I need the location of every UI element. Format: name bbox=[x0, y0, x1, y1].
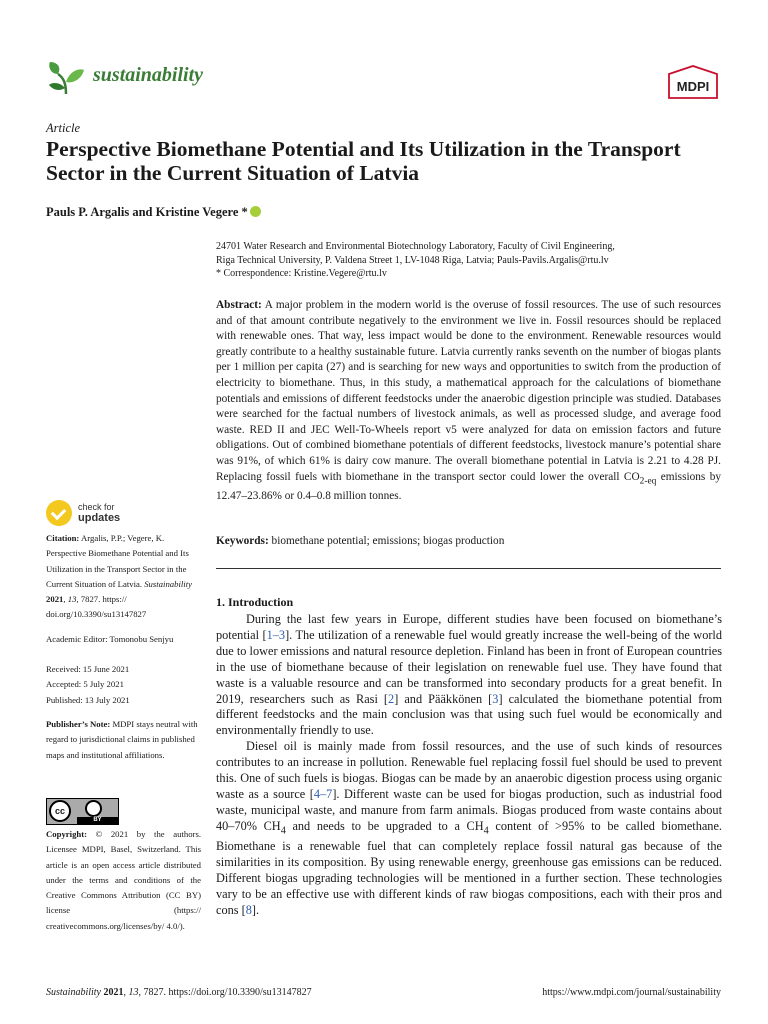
reference-link[interactable]: 1–3 bbox=[266, 627, 286, 642]
abstract-text-end: emissions by 12.47–23.86% or 0.4–0.8 million tonnes. bbox=[216, 470, 722, 503]
orcid-icon[interactable] bbox=[250, 206, 261, 217]
footer-volume: 13 bbox=[128, 987, 139, 998]
person-icon bbox=[85, 800, 102, 817]
publisher-note-label: Publisher’s Note: bbox=[46, 719, 111, 729]
academic-editor bbox=[46, 632, 201, 647]
accepted-date: Accepted: 5 July 2021 bbox=[46, 679, 124, 690]
subscript: 4 bbox=[483, 825, 489, 837]
keywords-text: biomethane potential; emissions; biogas production bbox=[271, 535, 505, 547]
affiliation-line: 24701 Water Research and Environmental Biotechnology Laboratory, Faculty of Civil Engineering, bbox=[216, 241, 615, 252]
citation-volume: 13 bbox=[67, 594, 77, 605]
introduction-body bbox=[216, 612, 722, 919]
abstract-text: A major problem in the modern world is the overuse of fossil resources. The use of such resources and of that amount contribute negatively to the environment we live in. Fossil resources should be replaced with renewable ones. That way, less impact would be done to the environment. Renewable resources would greatly contribute to a healthy sustainable future. Latvia currently ranks seventh on the number of biogas plants per 1 million per capita (27) and is searching for new ways and opportunities to switch from the production of electricity to biomethane. Thus, in this study, a mathematical approach for the calculations of biomethane potentials and emissions of different feedstocks under the anaerobic digestion principle was studied. Databases were searched for the factual numbers of livestock animals, as well as processed sludge, and average food waste. RED II and JEC Well-To-Wheels report v5 were analyzed for data on emission factors and future obligations. Out of combined biomethane potentials of different feedstocks, livestock manure’s potential share was 91%, of which 61% is dairy cow manure. The overall biomethane potential in Latvia is 2.21 to 4.28 PJ. Replacing fossil fuels with biomethane in the transport sector could lower the overall CO bbox=[216, 299, 721, 483]
correspondence-line: * Correspondence: Kristine.Vegere@rtu.lv bbox=[216, 268, 387, 279]
text: ]. The utilization of a renewable fuel would greatly increase the well-being of the world due to lower emissions and natural resource depletion. Finland has been in front of European countries in the use of biomethane because of their legislation on renewable fuel use. They have found that waste is a valuable resource and can be transformed into secondary products for a great benefit. In 2019, researchers such as Rasi [ bbox=[216, 627, 722, 706]
cc-icon: cc bbox=[49, 800, 71, 822]
reference-link[interactable]: 2 bbox=[388, 691, 395, 706]
text: ]. bbox=[251, 902, 260, 917]
by-label: BY bbox=[77, 817, 118, 824]
abstract-subscript: 2-eq bbox=[639, 475, 657, 486]
received-date: Received: 15 June 2021 bbox=[46, 664, 130, 674]
footer-journal-url[interactable]: https://www.mdpi.com/journal/sustainability bbox=[542, 987, 721, 998]
check-updates-line1: check for bbox=[78, 502, 115, 512]
editor-text: Academic Editor: Tomonobu Senjyu bbox=[46, 634, 174, 644]
copyright-text: © 2021 by the authors. Licensee MDPI, Basel, Switzerland. This article is an open access article distributed under the terms and conditions of the Creative Commons Attribution (CC BY) license (https:// creativecommons.org/licenses/by/ 4.0/). bbox=[46, 829, 201, 931]
journal-name: sustainability bbox=[93, 64, 204, 86]
citation-year: 2021 bbox=[46, 594, 64, 605]
mdpi-logo-icon bbox=[665, 64, 721, 100]
publication-dates bbox=[46, 662, 201, 708]
keywords-label: Keywords: bbox=[216, 535, 269, 547]
published-date: Published: 13 July 2021 bbox=[46, 694, 130, 705]
citation-block: Citation: Argalis, P.P.; Vegere, K. Perspective Biomethane Potential and Its Utilization in the Transport Sector in the Current Situation of Latvia. Sustainability 2021, 13, 7827. https:// doi.org/10.3390/su13147827 bbox=[46, 533, 192, 620]
text: and needs to be upgraded to a CH bbox=[285, 818, 484, 833]
citation-text: Argalis, P.P.; Vegere, K. Perspective Biomethane Potential and Its Utilization in the Transport Sector in the Current Situation of Latvia. bbox=[46, 533, 189, 589]
citation-label: Citation: bbox=[46, 533, 80, 543]
checkmark-icon bbox=[46, 500, 72, 526]
check-for-updates-button[interactable] bbox=[46, 500, 156, 530]
copyright-label: Copyright: bbox=[46, 829, 88, 839]
paragraph bbox=[216, 612, 722, 739]
text: ] and Pääkkönen [ bbox=[394, 691, 493, 706]
text: ]. Different waste can be used for biogas production, such as industrial food waste, municipal waste, and manure from farm animals. Biogas produced from waste contains about 40–70% CH bbox=[216, 786, 722, 833]
section-heading-introduction: 1. Introduction bbox=[216, 595, 294, 609]
text: content of >95% to be called biomethane. Biomethane is a renewable fuel that can completely replace fossil natural gas because of the similarities in its composition. By using renewable energy, greenhouse gas emissions can be reduced. Different biogas upgrading technologies will be mentioned in a further section. These technologies vary to be an effective use with different kinds of raw biogas compositions, each with their pros and cons [ bbox=[216, 818, 722, 917]
keywords bbox=[216, 535, 721, 547]
citation-journal: Sustainability bbox=[144, 578, 192, 589]
affiliation-line: Riga Technical University, P. Valdena Street 1, LV-1048 Riga, Latvia; Pauls-Pavils.Argalis@rtu.lv bbox=[216, 254, 609, 266]
copyright-notice bbox=[46, 827, 201, 934]
subscript: 4 bbox=[280, 825, 286, 837]
text: ] calculated the biomethane potential from different feedstocks and the main conclusion was that using such fuel would be economically and environmentally friendly to use. bbox=[216, 691, 723, 738]
footer-journal: Sustainability bbox=[46, 987, 101, 998]
author-list bbox=[46, 205, 261, 220]
abstract bbox=[216, 298, 721, 505]
abstract-label: Abstract: bbox=[216, 299, 262, 311]
text: During the last few years in Europe, different studies have been focused on biomethane’s potential [ bbox=[216, 612, 722, 642]
footer-citation: Sustainability 2021, 13, 7827. https://doi.org/10.3390/su13147827 bbox=[46, 987, 312, 998]
text: Diesel oil is mainly made from fossil resources, and the use of such kinds of resources contributes to an increase in pollution. Renewable fuel replacing fossil fuel should be used to prevent this. One of such fuels is biogas. Biogas can be made by an anaerobic digestion process using organic waste as a source [ bbox=[216, 739, 722, 801]
authors-text: Pauls P. Argalis and Kristine Vegere * bbox=[46, 205, 248, 219]
journal-leaf-logo-icon bbox=[46, 58, 86, 98]
reference-link[interactable]: 8 bbox=[245, 902, 252, 917]
mdpi-logo-text: MDPI bbox=[676, 79, 710, 94]
publisher-note-text: MDPI stays neutral with regard to jurisdictional claims in published maps and institutional affiliations. bbox=[46, 719, 198, 760]
reference-link[interactable]: 4–7 bbox=[313, 786, 333, 801]
citation-doi[interactable]: , 7827. https:// doi.org/10.3390/su13147827 bbox=[46, 594, 147, 620]
footer-year: 2021 bbox=[103, 987, 124, 998]
article-type: Article bbox=[46, 121, 81, 135]
check-updates-line2: updates bbox=[78, 512, 121, 524]
reference-link[interactable]: 3 bbox=[492, 691, 499, 706]
cc-by-license-icon[interactable] bbox=[46, 798, 119, 825]
affiliation-block bbox=[216, 240, 726, 281]
paragraph bbox=[216, 739, 722, 918]
publisher-note bbox=[46, 717, 201, 763]
article-title: Perspective Biomethane Potential and Its Utilization in the Transport Sector in the Current Situation of Latvia bbox=[46, 137, 681, 185]
section-divider bbox=[216, 568, 721, 569]
footer-doi[interactable]: , 7827. https://doi.org/10.3390/su13147827 bbox=[138, 987, 312, 998]
